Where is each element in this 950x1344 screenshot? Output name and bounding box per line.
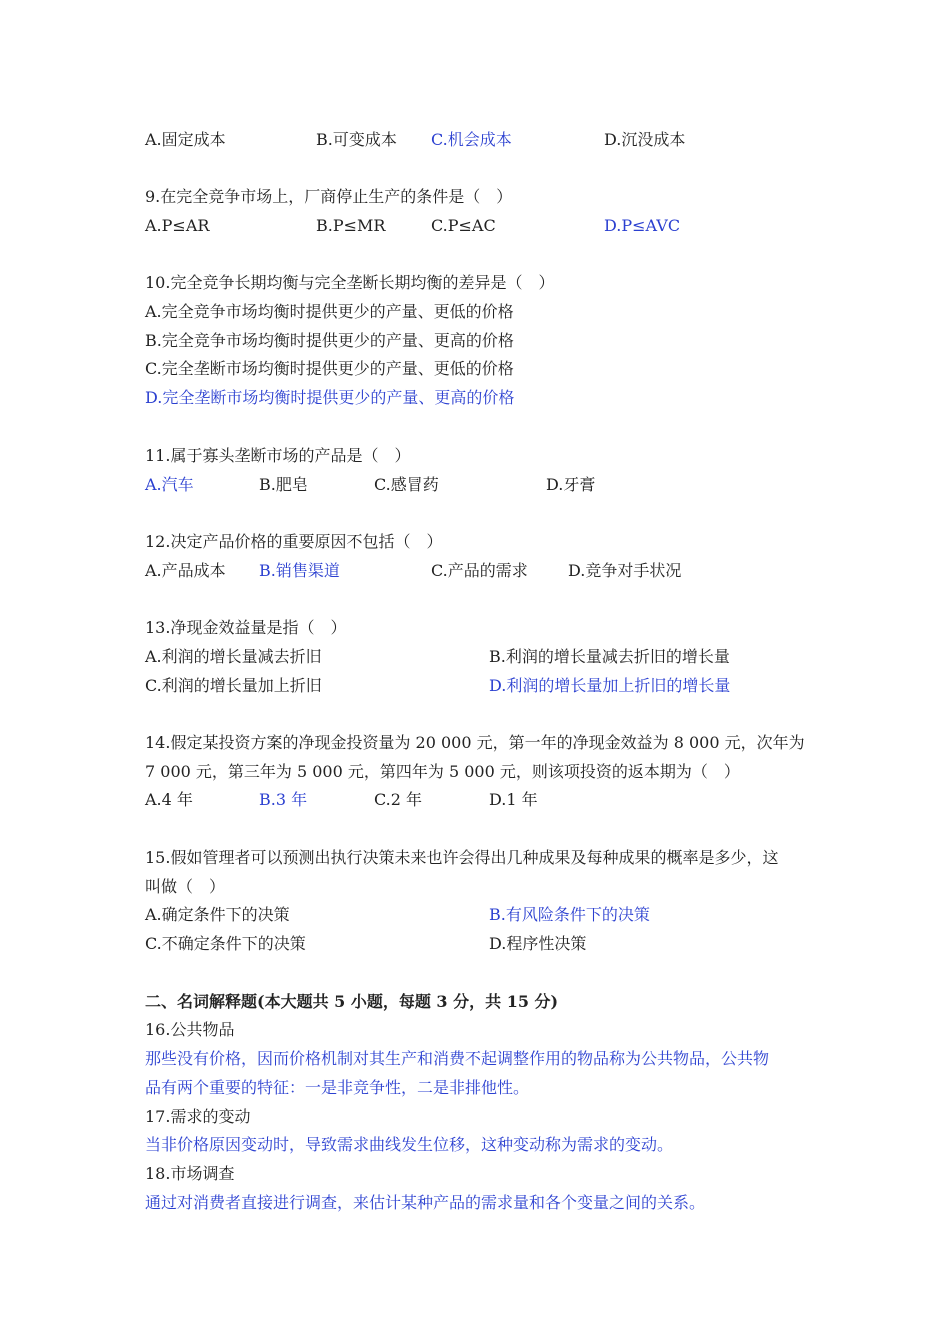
q13-option-d-answer: D.利润的增长量加上折旧的增长量 — [489, 676, 731, 695]
q10-stem: 10.完全竞争长期均衡与完全垄断长期均衡的差异是（ ） — [145, 273, 555, 292]
q11-option-c: C.感冒药 — [374, 475, 439, 494]
q14-option-b-answer: B.3 年 — [259, 790, 308, 809]
q9-option-a: A.P≤AR — [145, 216, 210, 235]
q10-option-c: C.完全垄断市场均衡时提供更少的产量、更低的价格 — [145, 359, 514, 378]
q14-option-a: A.4 年 — [145, 790, 193, 809]
q8-option-d: D.沉没成本 — [604, 130, 686, 149]
q13-option-a: A.利润的增长量减去折旧 — [145, 647, 322, 666]
q11-option-a-answer: A.汽车 — [145, 475, 194, 494]
q12-option-c: C.产品的需求 — [431, 561, 528, 580]
q11-stem: 11.属于寡头垄断市场的产品是（ ） — [145, 446, 411, 465]
q13-option-c: C.利润的增长量加上折旧 — [145, 676, 322, 695]
q16-term: 16.公共物品 — [145, 1020, 235, 1039]
q13-option-b: B.利润的增长量减去折旧的增长量 — [489, 647, 730, 666]
q18-answer: 通过对消费者直接进行调查，来估计某种产品的需求量和各个变量之间的关系。 — [145, 1193, 706, 1212]
q16-answer-line1: 那些没有价格，因而价格机制对其生产和消费不起调整作用的物品称为公共物品，公共物 — [145, 1049, 770, 1068]
q11-option-b: B.肥皂 — [259, 475, 308, 494]
q10-option-a: A.完全竞争市场均衡时提供更少的产量、更低的价格 — [145, 302, 514, 321]
q15-option-d: D.程序性决策 — [489, 934, 587, 953]
q14-stem-line2: 7 000 元，第三年为 5 000 元，第四年为 5 000 元，则该项投资的返本期为（ ） — [145, 762, 740, 781]
q13-stem: 13.净现金效益量是指（ ） — [145, 618, 347, 637]
q9-stem: 9.在完全竞争市场上，厂商停止生产的条件是（ ） — [145, 187, 513, 206]
q17-term: 17.需求的变动 — [145, 1107, 251, 1126]
q14-stem-line1: 14.假定某投资方案的净现金投资量为 20 000 元，第一年的净现金效益为 8 000 元，次年为 — [145, 733, 805, 752]
q15-option-b-answer: B.有风险条件下的决策 — [489, 905, 650, 924]
q14-option-d: D.1 年 — [489, 790, 538, 809]
q10-option-b: B.完全竞争市场均衡时提供更少的产量、更高的价格 — [145, 331, 514, 350]
q11-option-d: D.牙膏 — [546, 475, 596, 494]
q10-option-d-answer: D.完全垄断市场均衡时提供更少的产量、更高的价格 — [145, 388, 515, 407]
q12-stem: 12.决定产品价格的重要原因不包括（ ） — [145, 532, 443, 551]
q15-stem-line1: 15.假如管理者可以预测出执行决策未来也许会得出几种成果及每种成果的概率是多少，这 — [145, 848, 779, 867]
q15-option-a: A.确定条件下的决策 — [145, 905, 290, 924]
q18-term: 18.市场调查 — [145, 1164, 235, 1183]
q15-stem-line2: 叫做（ ） — [145, 877, 226, 896]
q12-option-d: D.竞争对手状况 — [568, 561, 682, 580]
q12-option-b-answer: B.销售渠道 — [259, 561, 340, 580]
q14-option-c: C.2 年 — [374, 790, 423, 809]
q16-answer-line2: 品有两个重要的特征：一是非竞争性，二是非排他性。 — [145, 1078, 530, 1097]
q9-option-b: B.P≤MR — [316, 216, 386, 235]
q8-option-b: B.可变成本 — [316, 130, 397, 149]
q9-option-c: C.P≤AC — [431, 216, 496, 235]
section2-heading: 二、名词解释题(本大题共 5 小题，每题 3 分，共 15 分) — [145, 992, 559, 1011]
q17-answer: 当非价格原因变动时，导致需求曲线发生位移，这种变动称为需求的变动。 — [145, 1135, 674, 1154]
q12-option-a: A.产品成本 — [145, 561, 226, 580]
q9-option-d-answer: D.P≤AVC — [604, 216, 681, 235]
q8-option-a: A.固定成本 — [145, 130, 226, 149]
q15-option-c: C.不确定条件下的决策 — [145, 934, 306, 953]
q8-option-c-answer: C.机会成本 — [431, 130, 512, 149]
